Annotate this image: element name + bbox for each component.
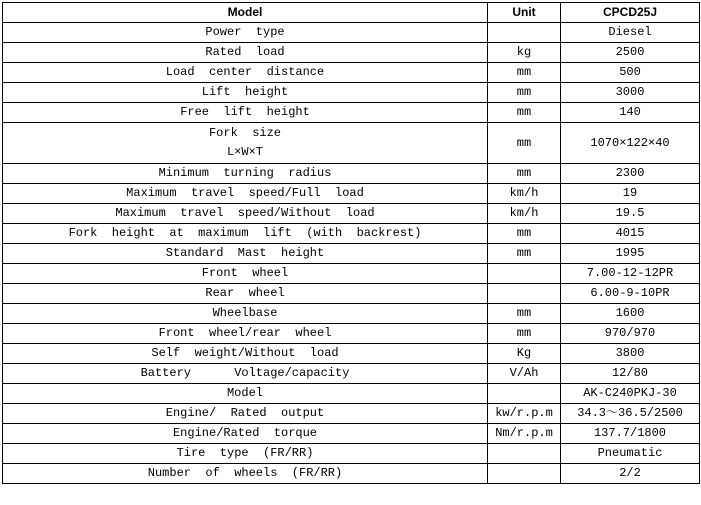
param-name: Power type <box>3 23 488 43</box>
param-name: Battery Voltage/capacity <box>3 364 488 384</box>
param-unit: V/Ah <box>488 364 561 384</box>
header-unit: Unit <box>488 3 561 23</box>
param-value: 3800 <box>561 344 700 364</box>
table-row <box>3 164 700 184</box>
table-row <box>3 204 700 224</box>
param-name: Maximum travel speed/Without load <box>3 204 488 224</box>
param-unit: km/h <box>488 204 561 224</box>
header-value: CPCD25J <box>561 3 700 23</box>
param-name: Number of wheels (FR/RR) <box>3 464 488 484</box>
param-value: 12/80 <box>561 364 700 384</box>
param-name: Load center distance <box>3 63 488 83</box>
param-unit: Kg <box>488 344 561 364</box>
param-name: Fork size L×W×T <box>3 123 488 164</box>
param-value: 970/970 <box>561 324 700 344</box>
table-row <box>3 83 700 103</box>
param-value: 34.3～36.5/2500 <box>561 404 700 424</box>
table-row <box>3 384 700 404</box>
header-model: Model <box>3 3 488 23</box>
table-row <box>3 324 700 344</box>
param-unit: kg <box>488 43 561 63</box>
table-row <box>3 284 700 304</box>
param-unit: mm <box>488 244 561 264</box>
param-value: 2500 <box>561 43 700 63</box>
param-name: Wheelbase <box>3 304 488 324</box>
param-name: Free lift height <box>3 103 488 123</box>
param-value: Pneumatic <box>561 444 700 464</box>
param-unit <box>488 384 561 404</box>
param-unit: mm <box>488 63 561 83</box>
param-value: 1070×122×40 <box>561 123 700 164</box>
header-row <box>3 3 700 23</box>
param-value: Diesel <box>561 23 700 43</box>
param-unit <box>488 444 561 464</box>
param-value: 500 <box>561 63 700 83</box>
param-name: Front wheel <box>3 264 488 284</box>
param-name: Standard Mast height <box>3 244 488 264</box>
table-row <box>3 424 700 444</box>
table-row <box>3 43 700 63</box>
param-value: 19 <box>561 184 700 204</box>
param-value: 7.00-12-12PR <box>561 264 700 284</box>
table-row <box>3 244 700 264</box>
param-unit: Nm/r.p.m <box>488 424 561 444</box>
param-name: Rated load <box>3 43 488 63</box>
param-unit: kw/r.p.m <box>488 404 561 424</box>
table-row <box>3 464 700 484</box>
param-unit: mm <box>488 324 561 344</box>
param-value: 6.00-9-10PR <box>561 284 700 304</box>
table-row <box>3 224 700 244</box>
param-value: 2300 <box>561 164 700 184</box>
param-unit: mm <box>488 83 561 103</box>
table-row <box>3 264 700 284</box>
param-unit: mm <box>488 164 561 184</box>
param-value: 3000 <box>561 83 700 103</box>
param-value: 19.5 <box>561 204 700 224</box>
param-name: Engine/Rated torque <box>3 424 488 444</box>
param-value: 1600 <box>561 304 700 324</box>
param-name: Self weight/Without load <box>3 344 488 364</box>
param-value: AK-C240PKJ-30 <box>561 384 700 404</box>
spec-table <box>2 2 700 484</box>
param-unit: mm <box>488 304 561 324</box>
table-row <box>3 304 700 324</box>
table-row <box>3 404 700 424</box>
table-row <box>3 364 700 384</box>
param-name: Lift height <box>3 83 488 103</box>
param-name: Front wheel/rear wheel <box>3 324 488 344</box>
param-unit: km/h <box>488 184 561 204</box>
table-row <box>3 63 700 83</box>
param-name: Fork height at maximum lift (with backrest) <box>3 224 488 244</box>
param-name: Minimum turning radius <box>3 164 488 184</box>
param-name: Engine/ Rated output <box>3 404 488 424</box>
table-row <box>3 184 700 204</box>
table-row <box>3 23 700 43</box>
table-row <box>3 444 700 464</box>
param-value: 1995 <box>561 244 700 264</box>
param-unit <box>488 264 561 284</box>
param-name: Maximum travel speed/Full load <box>3 184 488 204</box>
param-unit: mm <box>488 224 561 244</box>
param-name: Model <box>3 384 488 404</box>
table-row <box>3 344 700 364</box>
param-value: 2/2 <box>561 464 700 484</box>
param-unit: mm <box>488 103 561 123</box>
param-value: 4015 <box>561 224 700 244</box>
param-name: Rear wheel <box>3 284 488 304</box>
table-row <box>3 103 700 123</box>
param-unit <box>488 464 561 484</box>
table-row <box>3 123 700 164</box>
param-value: 140 <box>561 103 700 123</box>
param-value: 137.7/1800 <box>561 424 700 444</box>
param-unit: mm <box>488 123 561 164</box>
param-name: Tire type (FR/RR) <box>3 444 488 464</box>
param-unit <box>488 23 561 43</box>
param-unit <box>488 284 561 304</box>
